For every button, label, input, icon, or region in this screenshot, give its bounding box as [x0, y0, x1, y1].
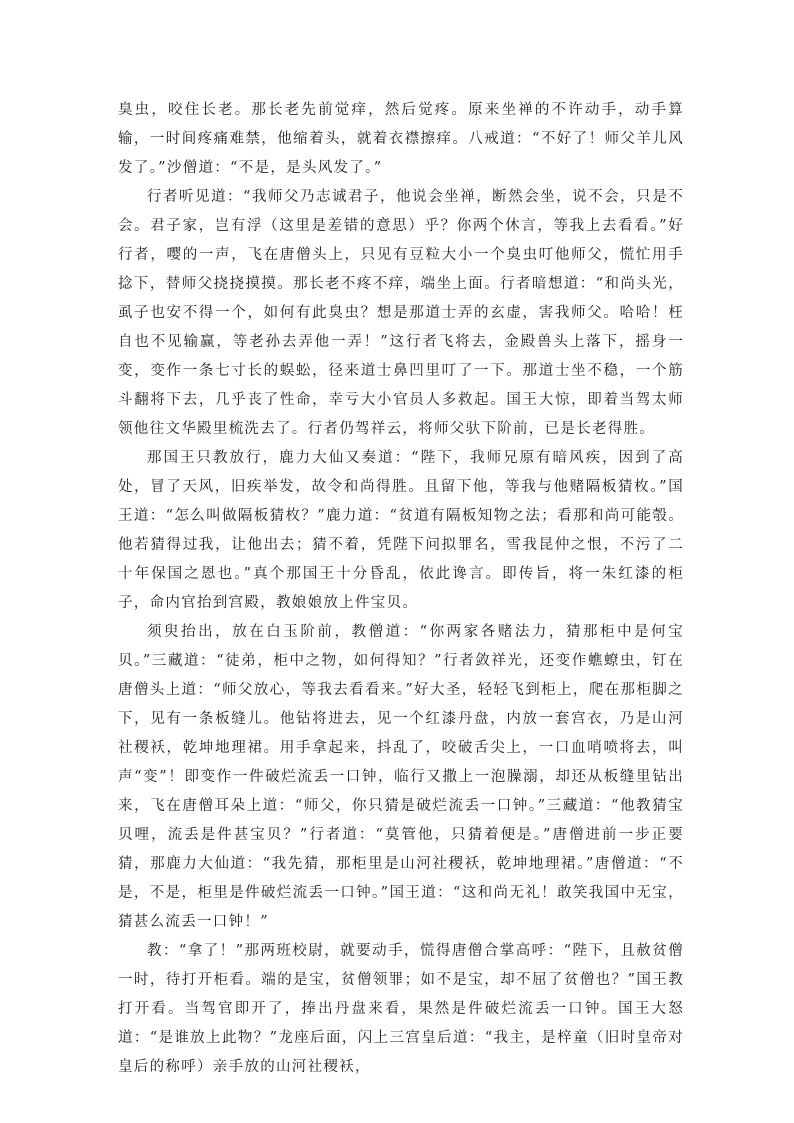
paragraph-1: 臭虫，咬住长老。那长老先前觉痒，然后觉疼。原来坐禅的不许动手，动手算输，一时间疼痛难禁，他缩着头，就着衣襟擦痒。八戒道：“不好了！师父羊儿风发了。”沙僧道：“不是，是头风发了。”: [118, 102, 684, 176]
paragraph-2: 行者听见道：“我师父乃志诚君子，他说会坐禅，断然会坐，说不会，只是不会。君子家，岂有浮（这里是差错的意思）乎？你两个休言，等我上去看看。”好行者，嘤的一声，飞在唐僧头上，只见有豆粒大小一个臭虫叮他师父，慌忙用手捻下，替师父挠挠摸摸。那长老不疼不痒，端坐上面。行者暗想道：“和尚头光，虱子也安不得一个，如何有此臭虫？想是那道士弄的玄虚，害我师父。哈哈！枉自也不见输赢，等老孙去弄他一弄！”这行者飞将去，金殿兽头上落下，摇身一变，变作一条七寸长的蜈蚣，径来道士鼻凹里叮了一下。那道士坐不稳，一个筋斗翻将下去，几乎丧了性命，幸亏大小官员人多救起。国王大惊，即着当驾太师领他往文华殿里梳洗去了。行者仍驾祥云，将师父驮下阶前，已是长老得胜。: [118, 189, 684, 437]
paragraph-4: 须臾抬出，放在白玉阶前，教僧道：“你两家各赌法力，猜那柜中是何宝贝。”三藏道：“徒弟，柜中之物，如何得知？”行者敛祥光，还变作蟭蟟虫，钉在唐僧头上道：“师父放心，等我去看看来。”好大圣，轻轻飞到柜上，爬在那柜脚之下，见有一条板缝儿。他钻将进去，见一个红漆丹盘，内放一套宫衣，乃是山河社稷袄，乾坤地理裙。用手拿起来，抖乱了，咬破舌尖上，一口血哨喷将去，叫声“变”！即变作一件破烂流丢一口钟，临行又撒上一泡臊溺，却还从板缝里钻出来，飞在唐僧耳朵上道：“师父，你只猜是破烂流丢一口钟。”三藏道：“他教猜宝贝哩，流丢是件甚宝贝？”行者道：“莫管他，只猜着便是。”唐僧进前一步正要猜，那鹿力大仙道：“我先猜，那柜里是山河社稷袄，乾坤地理裙。”唐僧道：“不是，不是，柜里是件破烂流丢一口钟。”国王道：“这和尚无礼！敢笑我国中无宝，猜甚么流丢一口钟！”: [118, 624, 684, 930]
paragraph-5: 教：“拿了！”那两班校尉，就要动手，慌得唐僧合掌高呼：“陛下，且赦贫僧一时，待打开柜看。端的是宝，贫僧领罪；如不是宝，却不屈了贫僧也？”国王教打开看。当驾官即开了，捧出丹盘来看，果然是件破烂流丢一口钟。国王大怒道：“是谁放上此物？”龙座后面，闪上三宫皇后道：“我主，是梓童（旧时皇帝对皇后的称呼）亲手放的山河社稷袄，: [118, 943, 684, 1075]
paragraph-3: 那国王只教放行，鹿力大仙又奏道：“陛下，我师兄原有暗风疾，因到了高处，冒了天风，旧疾举发，故令和尚得胜。且留下他，等我与他赌隔板猜枚。”国王道：“怎么叫做隔板猜枚？”鹿力道：“贫道有隔板知物之法；看那和尚可能彀。他若猜得过我，让他出去；猜不着，凭陛下问拟罪名，雪我昆仲之恨，不污了二十年保国之恩也。”真个那国王十分昏乱，依此谗言。即传旨，将一朱红漆的柜子，命内官抬到宫殿，教娘娘放上件宝贝。: [118, 450, 684, 611]
document-body: [118, 96, 684, 1082]
